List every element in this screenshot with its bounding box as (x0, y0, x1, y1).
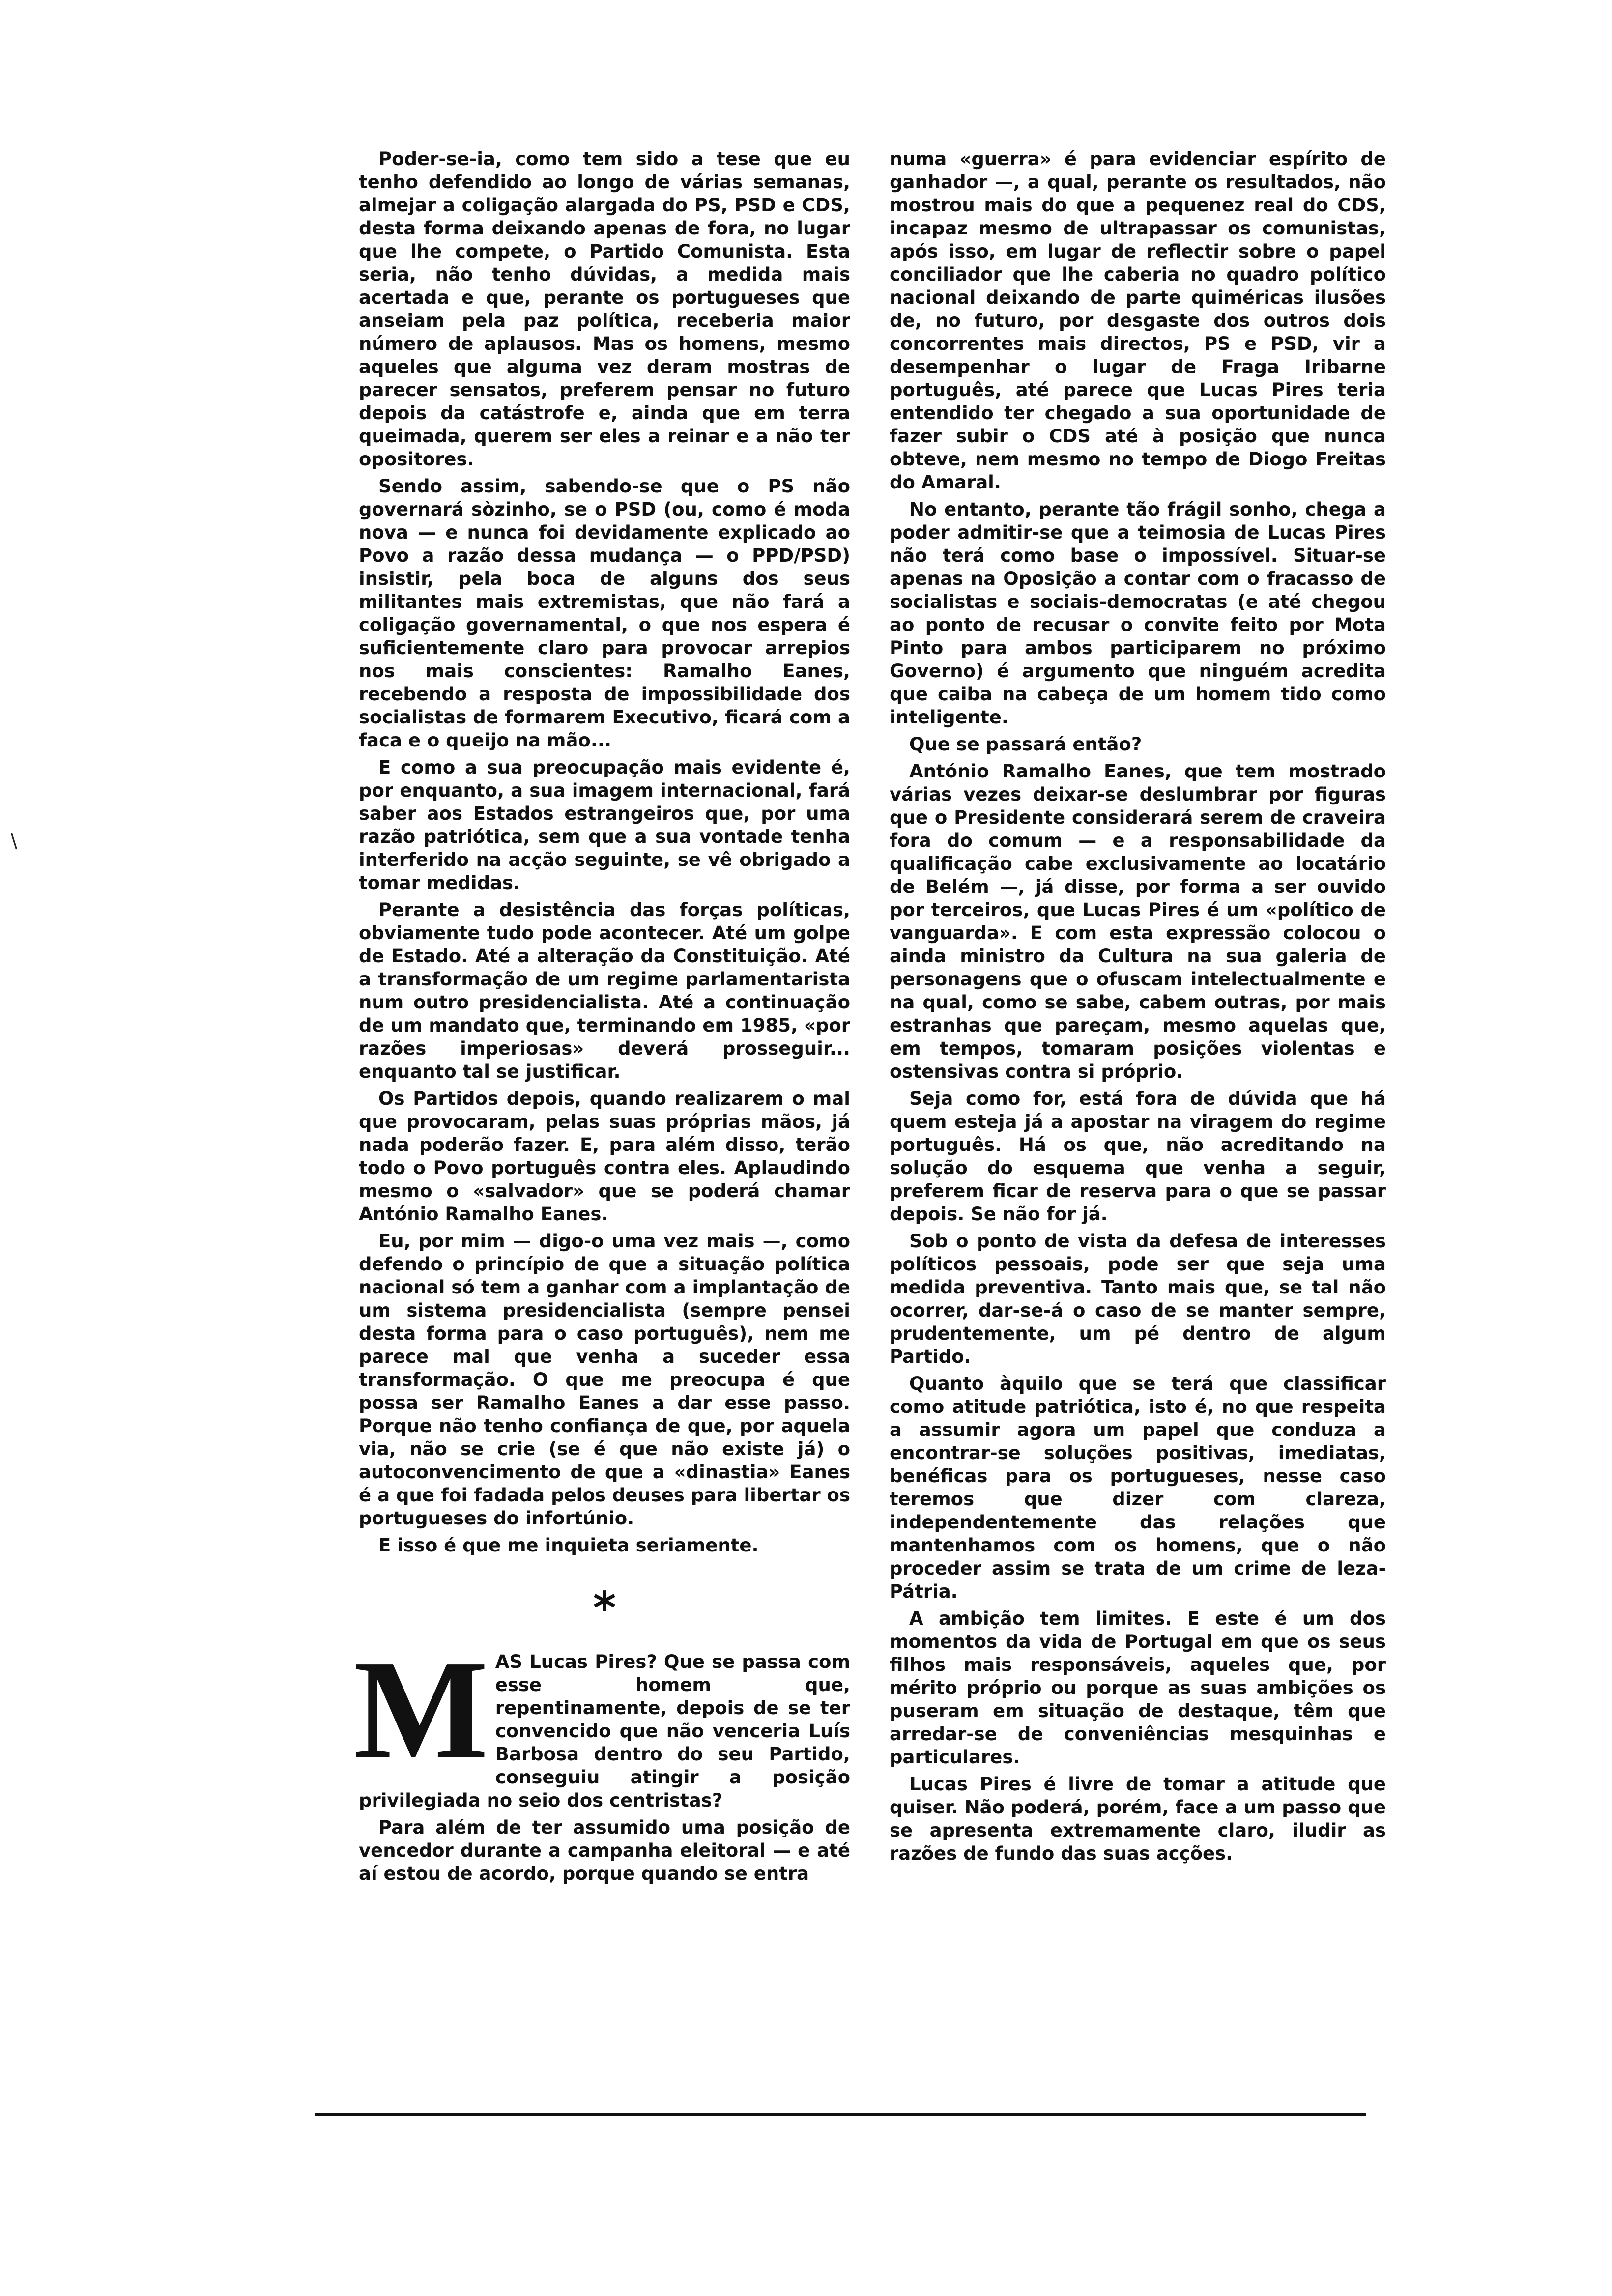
bottom-rule (315, 2113, 1366, 2116)
article-paragraph: Poder-se-ia, como tem sido a tese que eu tenho defendido ao longo de várias semanas, almejar a coligação alargada do PS, PSD e CDS, desta forma deixando apenas de fora, no lugar que lhe compete, o Partido Comunista. Esta seria, não tenho dúvidas, a medida mais acertada e que, perante os portugueses que anseiam pela paz política, receberia maior número de aplausos. Mas os homens, mesmo aqueles que alguma vez deram mostras de parecer sensatos, preferem pensar no futuro depois da catástrofe e, ainda que em terra queimada, querem ser eles a reinar e a não ter opositores. (359, 148, 850, 470)
article-paragraph: Perante a desistência das forças políticas, obviamente tudo pode acontecer. Até um golpe de Estado. Até a alteração da Constituição. Até a transformação de um regime parlamentarista num outro presidencialista. Até a continuação de um mandato que, terminando em 1985, «por razões imperiosas» deverá prosseguir... enquanto tal se justificar. (359, 899, 850, 1082)
article-paragraph: Lucas Pires é livre de tomar a atitude que quiser. Não poderá, porém, face a um passo que se apresenta extremamente claro, iludir as razões de fundo das suas acções. (890, 1774, 1386, 1864)
article-paragraph: E como a sua preocupação mais evidente é, por enquanto, a sua imagem internacional, fará saber aos Estados estrangeiros que, por uma razão patriótica, sem que a sua vontade tenha interferido na acção seguinte, se vê obrigado a tomar medidas. (359, 757, 850, 893)
section-intro-paragraph (354, 1631, 850, 1812)
article-paragraph: Que se passará então? (909, 734, 1142, 755)
asterisk-separator: * (593, 1582, 616, 1634)
right-column (890, 147, 1386, 1869)
article-paragraph: Quanto àquilo que se terá que classificar como atitude patriótica, isto é, no que respeita a assumir agora um papel que conduza a encontrar-se soluções positivas, imediatas, benéficas para os portugueses, nesse caso teremos que dizer com clareza, independentemente das relações que mantenhamos com os homens, que o não proceder assim se trata de um crime de leza-Pátria. (890, 1373, 1386, 1602)
section-intro-text: AS Lucas Pires? Que se passa com esse homem que, repentinamente, depois de se ter convencido que não venceria Luís Barbosa dentro do seu Partido, conseguiu atingir a posição privilegiada no seio dos centristas? (359, 1651, 850, 1811)
article-paragraph: Sob o ponto de vista da defesa de interesses políticos pessoais, pode ser que seja uma medida preventiva. Tanto mais que, se tal não ocorrer, dar-se-á o caso de se manter sempre, prudentemente, um pé dentro de algum Partido. (890, 1231, 1386, 1367)
article-paragraph: numa «guerra» é para evidenciar espírito de ganhador —, a qual, perante os resultados, não mostrou mais do que a pequenez real do CDS, incapaz mesmo de ultrapassar os comunistas, após isso, em lugar de reflectir sobre o papel conciliador que lhe caberia no quadro político nacional deixando de parte quiméricas ilusões de, no futuro, por desgaste dos outros dois concorrentes mais directos, PS e PSD, vir a desempenhar o lugar de Fraga Iribarne português, até parece que Lucas Pires teria entendido ter chegado a sua oportunidade de fazer subir o CDS até à posição que nunca obteve, nem mesmo no tempo de Diogo Freitas do Amaral. (890, 148, 1386, 493)
drop-cap: M (354, 1631, 489, 1788)
article-paragraph: Para além de ter assumido uma posição de vencedor durante a campanha eleitoral — e até aí estou de acordo, porque quando se entra (359, 1817, 850, 1884)
article-paragraph: Os Partidos depois, quando realizarem o mal que provocaram, pelas suas próprias mãos, já nada poderão fazer. E, para além disso, terão todo o Povo português contra eles. Aplaudindo mesmo o «salvador» que se poderá chamar António Ramalho Eanes. (359, 1088, 850, 1225)
article-paragraph: A ambição tem limites. E este é um dos momentos da vida de Portugal em que os seus filhos mais responsáveis, aqueles que, por mérito próprio ou porque as suas ambições os puseram em situação de destaque, têm que arredar-se de conveniências mesquinhas e particulares. (890, 1608, 1386, 1768)
article-paragraph: No entanto, perante tão frágil sonho, chega a poder admitir-se que a teimosia de Lucas Pires não terá como base o impossível. Situar-se apenas na Oposição a contar com o fracasso de socialistas e sociais-democratas (e até chegou ao ponto de recusar o convite feito por Mota Pinto para ambos participarem no próximo Governo) é argumento que ninguém acredita que caiba na cabeça de um homem tido como inteligente. (890, 499, 1386, 728)
article-paragraph: Eu, por mim — digo-o uma vez mais —, como defendo o princípio de que a situação política nacional só tem a ganhar com a implantação de um sistema presidencialista (sempre pensei desta forma para o caso português), nem me parece mal que venha a suceder essa transformação. O que me preocupa é que possa ser Ramalho Eanes a dar esse passo. Porque não tenho confiança de que, por aquela via, não se crie (se é que não existe já) o autoconvencimento de que a «dinastia» Eanes é a que foi fadada pelos deuses para libertar os portugueses do infortúnio. (359, 1231, 850, 1529)
article-paragraph: Sendo assim, sabendo-se que o PS não governará sòzinho, se o PSD (ou, como é moda nova — e nunca foi devidamente explicado ao Povo a razão dessa mudança — o PPD/PSD) insistir, pela boca de alguns dos seus militantes mais extremistas, que não fará a coligação governamental, o que nos espera é suficientemente claro para provocar arrepios nos mais conscientes: Ramalho Eanes, recebendo a resposta de impossibilidade dos socialistas de formarem Executivo, ficará com a faca e o queijo na mão... (359, 476, 850, 751)
article-paragraph: E isso é que me inquieta seriamente. (378, 1535, 759, 1556)
left-column (354, 147, 850, 1889)
article-paragraph: Seja como for, está fora de dúvida que há quem esteja já a apostar na viragem do regime português. Há os que, não acreditando na solução do esquema que venha a seguir, preferem ficar de reserva para o que se passar depois. Se não for já. (890, 1088, 1386, 1225)
article-paragraph: António Ramalho Eanes, que tem mostrado várias vezes deixar-se deslumbrar por figuras que o Presidente considerará serem de craveira fora do comum — e a responsabilidade da qualificação cabe exclusivamente ao locatário de Belém —, já disse, por forma a ser ouvido por terceiros, que Lucas Pires é um «político de vanguarda». E com esta expressão colocou o ainda ministro da Cultura na sua galeria de personagens que o ofuscam intelectualmente e na qual, como se sabe, cabem outras, por mais estranhas que pareçam, mesmo aquelas que, em tempos, tomaram posições violentas e ostensivas contra si próprio. (890, 761, 1386, 1082)
margin-mark: ∖ (7, 831, 20, 853)
